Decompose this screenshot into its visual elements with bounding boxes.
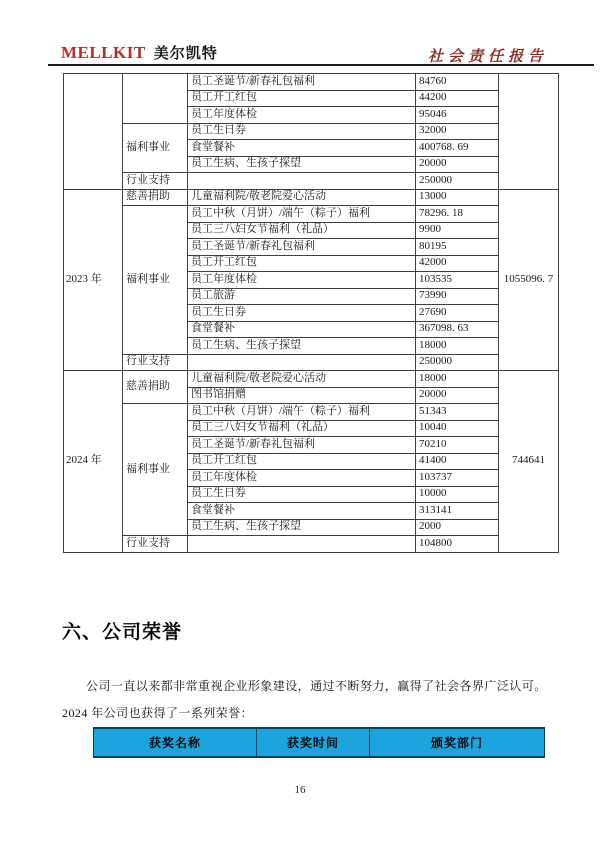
amount-cell: 313141 (416, 503, 499, 520)
amount-cell: 78296. 18 (416, 206, 499, 223)
item-cell: 员工圣诞节/新春礼包福利 (188, 74, 416, 91)
item-cell: 员工圣诞节/新春礼包福利 (188, 239, 416, 256)
category-cell: 福利事业 (123, 206, 188, 355)
honors-paragraph-line1: 公司一直以来都非常重视企业形象建设，通过不断努力，赢得了社会各界广泛认可。 (86, 679, 547, 693)
category-cell: 慈善捐助 (123, 189, 188, 206)
total-cell (499, 74, 559, 190)
item-cell: 图书馆捐赠 (188, 387, 416, 404)
table-row (64, 354, 559, 371)
item-cell: 员工圣诞节/新春礼包福利 (188, 437, 416, 454)
amount-cell: 250000 (416, 173, 499, 190)
amount-cell: 27690 (416, 305, 499, 322)
item-cell: 食堂餐补 (188, 321, 416, 338)
amount-cell: 42000 (416, 255, 499, 272)
amount-cell: 73990 (416, 288, 499, 305)
category-cell: 慈善捐助 (123, 371, 188, 404)
amount-cell: 367098. 63 (416, 321, 499, 338)
item-cell: 员工生日券 (188, 123, 416, 140)
total-cell: 1055096. 7 (499, 189, 559, 371)
brand-name-chinese: 美尔凯特 (153, 46, 218, 62)
item-cell: 员工开工红包 (188, 255, 416, 272)
table-row (64, 123, 559, 140)
amount-cell: 18000 (416, 371, 499, 388)
table-row (64, 404, 559, 421)
item-cell: 员工三八妇女节福利（礼品） (188, 420, 416, 437)
amount-cell: 250000 (416, 354, 499, 371)
item-cell: 员工生日券 (188, 305, 416, 322)
category-cell: 行业支持 (123, 173, 188, 190)
item-cell: 员工生日券 (188, 486, 416, 503)
honors-table-header-row (93, 727, 545, 758)
report-header-left (61, 42, 218, 63)
item-cell: 员工生病、生孩子探望 (188, 156, 416, 173)
item-cell (188, 354, 416, 371)
item-cell: 员工年度体检 (188, 107, 416, 124)
total-cell: 744641 (499, 371, 559, 553)
amount-cell: 2000 (416, 519, 499, 536)
amount-cell: 400768. 69 (416, 140, 499, 157)
table-row (64, 206, 559, 223)
page-number: 16 (294, 784, 306, 796)
table-row (64, 173, 559, 190)
item-cell: 食堂餐补 (188, 503, 416, 520)
item-cell (188, 536, 416, 553)
honors-section-heading: 六、公司荣誉 (62, 622, 183, 643)
table-row (64, 371, 559, 388)
brand-logo-text: MELLKIT (61, 43, 146, 62)
category-cell: 福利事业 (123, 123, 188, 173)
amount-cell: 18000 (416, 338, 499, 355)
amount-cell: 32000 (416, 123, 499, 140)
amount-cell: 41400 (416, 453, 499, 470)
amount-cell: 10040 (416, 420, 499, 437)
welfare-expense-table (63, 73, 559, 553)
amount-cell: 20000 (416, 156, 499, 173)
amount-cell: 80195 (416, 239, 499, 256)
amount-cell: 44200 (416, 90, 499, 107)
year-cell: 2023 年 (64, 189, 123, 371)
category-cell: 行业支持 (123, 354, 188, 371)
amount-cell: 10000 (416, 486, 499, 503)
category-cell: 行业支持 (123, 536, 188, 553)
amount-cell: 104800 (416, 536, 499, 553)
amount-cell: 103535 (416, 272, 499, 289)
item-cell: 员工开工红包 (188, 453, 416, 470)
honors-header-award-time: 获奖时间 (256, 727, 369, 758)
honors-header-award-name: 获奖名称 (93, 727, 256, 758)
item-cell: 员工生病、生孩子探望 (188, 519, 416, 536)
category-cell: 福利事业 (123, 404, 188, 536)
amount-cell: 95046 (416, 107, 499, 124)
year-cell: 2024 年 (64, 371, 123, 553)
year-cell (64, 74, 123, 190)
item-cell: 员工年度体检 (188, 272, 416, 289)
amount-cell: 51343 (416, 404, 499, 421)
item-cell: 儿童福利院/敬老院爱心活动 (188, 371, 416, 388)
amount-cell: 70210 (416, 437, 499, 454)
item-cell: 员工年度体检 (188, 470, 416, 487)
welfare-table-body (64, 74, 559, 553)
table-row (64, 189, 559, 206)
amount-cell: 84760 (416, 74, 499, 91)
document-title: 社会责任报告 (427, 49, 548, 65)
honors-header-award-department: 颁奖部门 (369, 727, 545, 758)
item-cell: 儿童福利院/敬老院爱心活动 (188, 189, 416, 206)
amount-cell: 9900 (416, 222, 499, 239)
item-cell: 员工中秋（月饼）/端午（粽子）福利 (188, 206, 416, 223)
item-cell (188, 173, 416, 190)
table-row (64, 74, 559, 91)
item-cell: 员工开工红包 (188, 90, 416, 107)
item-cell: 食堂餐补 (188, 140, 416, 157)
table-row (64, 536, 559, 553)
amount-cell: 13000 (416, 189, 499, 206)
header-rule (48, 64, 594, 66)
item-cell: 员工三八妇女节福利（礼品） (188, 222, 416, 239)
item-cell: 员工中秋（月饼）/端午（粽子）福利 (188, 404, 416, 421)
item-cell: 员工旅游 (188, 288, 416, 305)
amount-cell: 20000 (416, 387, 499, 404)
category-cell (123, 74, 188, 124)
amount-cell: 103737 (416, 470, 499, 487)
item-cell: 员工生病、生孩子探望 (188, 338, 416, 355)
honors-paragraph-line2: 2024 年公司也获得了一系列荣誉： (62, 706, 254, 720)
